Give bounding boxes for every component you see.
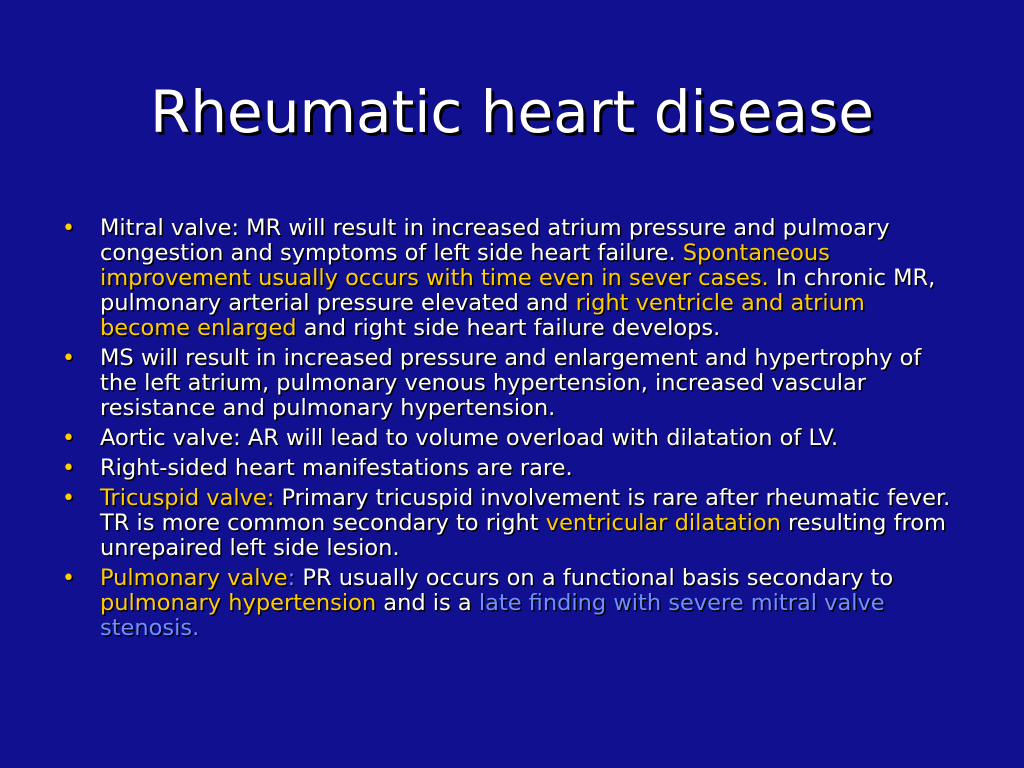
bullet-text: MS will result in increased pressure and enlargement and hypertrophy of the left atrium, pulmonary venous hypertension, increased vascular resistance and pulmonary hypertension. (100, 345, 922, 421)
bullet-text: In chronic MR, pulmonary arterial pressure elevated and (100, 265, 936, 316)
bullet-aortic-valve (60, 426, 960, 451)
bullet-right-sided (60, 456, 960, 481)
bullet-dot-icon: • (62, 456, 75, 481)
bullet-pulmonary-valve (60, 566, 960, 641)
accent-text: late finding with severe mitral valve stenosis. (100, 590, 885, 641)
bullet-dot-icon: • (62, 426, 75, 451)
accent-text: : (287, 565, 296, 591)
bullet-dot-icon: • (62, 216, 75, 241)
highlight-text: right ventricle and atrium become enlarged (100, 290, 865, 341)
bullet-text: Right-sided heart manifestations are rare. (100, 455, 573, 481)
bullet-text: resulting from unrepaired left side lesion. (100, 510, 946, 561)
bullet-tricuspid-valve (60, 486, 960, 561)
bullet-mitral-stenosis (60, 346, 960, 421)
bullet-dot-icon: • (62, 566, 75, 591)
bullet-dot-icon: • (62, 486, 75, 511)
bullet-text: Mitral valve: MR will result in increased atrium pressure and pulmoary congestion and symptoms of left side heart failure. (100, 215, 890, 266)
highlight-text: Pulmonary valve (100, 565, 288, 591)
bullet-mitral-valve (60, 216, 960, 341)
slide-title: Rheumatic heart disease (149, 78, 874, 146)
highlight-text: pulmonary hypertension (100, 590, 377, 616)
bullet-text: and right side heart failure develops. (296, 315, 721, 341)
bullet-text: Primary tricuspid involvement is rare after rheumatic fever. TR is more common secondary to right (100, 485, 951, 536)
highlight-text: Spontaneous improvement usually occurs with time even in sever cases. (100, 240, 830, 291)
highlight-text: Tricuspid valve: (100, 485, 275, 511)
bullet-text: PR usually occurs on a functional basis secondary to (295, 565, 894, 591)
bullet-dot-icon: • (62, 346, 75, 371)
highlight-text: ventricular dilatation (545, 510, 781, 536)
bullet-text: and is a (376, 590, 479, 616)
bullet-list (60, 216, 960, 646)
bullet-text: Aortic valve: AR will lead to volume overload with dilatation of LV. (100, 425, 839, 451)
